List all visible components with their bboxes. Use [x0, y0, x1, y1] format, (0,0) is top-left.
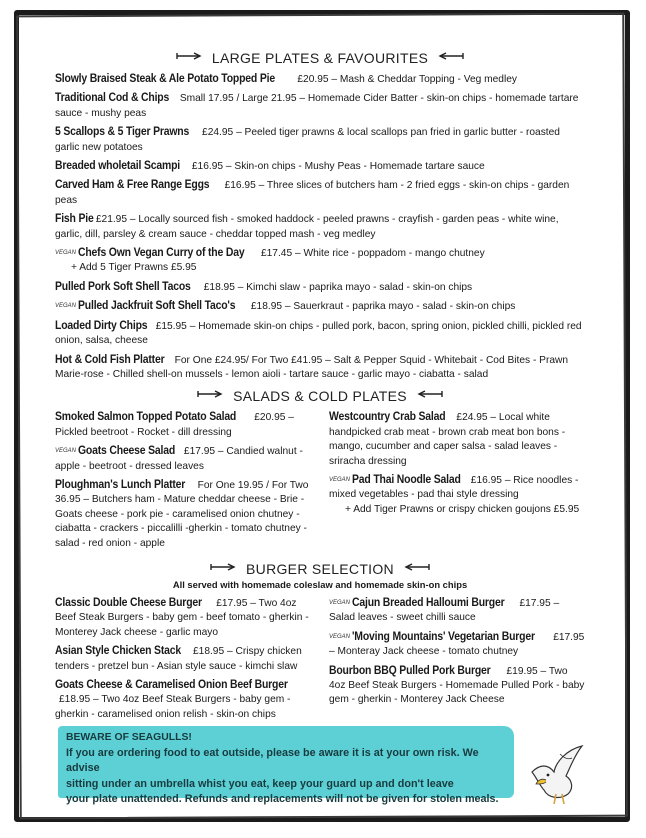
section-heading-large-plates: [55, 50, 585, 66]
menu-item: [55, 299, 585, 314]
burgers-right-column: [329, 596, 585, 726]
menu-item: [55, 212, 585, 242]
item-name: Cajun Breaded Halloumi Burger: [352, 595, 505, 609]
item-description: – Salad leaves - sweet chilli sauce: [329, 597, 560, 624]
item-price: £17.95: [553, 631, 585, 643]
menu-item: [329, 473, 585, 517]
menu-item: [55, 596, 311, 640]
large-plates-list: [55, 72, 585, 382]
menu-item: [55, 159, 585, 174]
item-price: £24.95: [456, 412, 488, 424]
item-description: – Monteray Jack cheese - tomato chutney: [329, 646, 519, 658]
item-description: – Crispy chicken tenders - pretzel bun - Asian style sauce - kimchi slaw: [55, 646, 302, 672]
item-price: For One £24.95/ For Two £41.95: [174, 354, 323, 366]
vegan-badge-icon: VEGAN: [329, 633, 351, 640]
arrow-ornament-right-icon: [438, 55, 464, 61]
salads-left-column: [55, 410, 311, 555]
item-price: £15.95: [155, 320, 187, 332]
item-price: £16.95: [470, 474, 502, 486]
item-name: Breaded wholetail Scampi: [55, 159, 181, 173]
item-name: Goats Cheese & Caramelised Onion Beef Burger: [55, 678, 288, 691]
menu-item: [55, 353, 585, 383]
item-name: Pulled Jackfruit Soft Shell Taco's: [78, 299, 236, 313]
menu-item: [55, 478, 311, 551]
menu-item: [329, 664, 585, 708]
item-name: Classic Double Cheese Burger: [55, 595, 202, 609]
seagull-icon: [526, 742, 586, 806]
menu-item: [55, 644, 311, 674]
item-name: Loaded Dirty Chips: [55, 318, 148, 332]
menu-item: [55, 444, 311, 474]
item-name: Traditional Cod & Chips: [55, 91, 170, 105]
item-price: For One 19.95 / For Two 36.95: [55, 479, 309, 506]
item-name: 5 Scallops & 5 Tiger Prawns: [55, 125, 190, 139]
item-name: Asian Style Chicken Stack: [55, 644, 181, 658]
item-description: – Butchers ham - Mature cheddar cheese - Brie - Goats cheese - pork pie - caramelised onion chutney - ciabatta - crackers - piccalilli -gherkin - tomato chutney - salad - red onion - apple: [55, 494, 307, 549]
item-price: £19.95: [506, 665, 538, 677]
item-description: – Two 4oz Beef Steak Burgers - Homemade Pulled Pork - baby gem - gherkin - Monterey Jack Cheese: [329, 665, 585, 706]
item-description: – Homemade skin-on chips - pulled pork, bacon, spring onion, pickled chilli, pickled red onion, salsa, cheese: [55, 320, 582, 347]
item-description: – White rice - poppadom - mango chutney: [294, 248, 485, 260]
section-heading-burgers: [55, 561, 585, 577]
item-price: £21.95: [95, 214, 128, 226]
item-description: – Sauerkraut - paprika mayo - salad - skin-on chips: [284, 301, 516, 313]
menu-content: [55, 50, 585, 726]
item-description: – Skin-on chips - Mushy Peas - Homemade tartare sauce: [225, 161, 485, 173]
item-price: £18.95: [192, 646, 225, 658]
item-description: – Mash & Cheddar Topping - Veg medley: [331, 74, 517, 85]
menu-item: [329, 596, 585, 626]
menu-item: [55, 678, 311, 722]
item-price: £18.95: [59, 694, 91, 706]
item-description: – Locally sourced fish - smoked haddock - peeled prawns - crayfish - garden peas - white wine, garlic, dill, parsley & cream sauce - cheddar topped mash - veg medley: [55, 214, 559, 240]
section-title: SALADS & COLD PLATES: [233, 388, 407, 405]
item-price: £17.95: [519, 597, 551, 609]
vegan-badge-icon: VEGAN: [329, 477, 351, 484]
item-name: Goats Cheese Salad: [78, 444, 176, 458]
item-price: £20.95: [297, 74, 329, 85]
burger-subheading: All served with homemade coleslaw and homemade skin-on chips: [172, 578, 468, 590]
item-price: £17.95: [183, 446, 216, 458]
item-price: Small 17.95 / Large 21.95: [179, 93, 297, 105]
item-description: – Local white handpicked crab meat - brown crab meat bon bons - mango, cucumber and caper salsa - salad leaves - sriracha dressing: [329, 412, 566, 467]
notice-line: If you are ordering food to eat outside, please be aware it is at your own risk. We advise: [66, 746, 479, 775]
section-heading-salads: [55, 388, 585, 404]
item-price: £16.95: [191, 161, 224, 173]
salads-columns: [55, 410, 585, 555]
vegan-badge-icon: VEGAN: [55, 303, 77, 310]
item-description: – Three slices of butchers ham - 2 fried eggs - skin-on chips - garden peas: [55, 180, 570, 206]
salads-right-column: [329, 410, 585, 555]
item-description: – Homemade Cider Batter - skin-on chips - homemade tartare sauce - mushy peas: [55, 93, 579, 119]
item-description: – Candied walnut - apple - beetroot - dressed leaves: [55, 446, 303, 472]
item-name: Hot & Cold Fish Platter: [55, 352, 165, 366]
item-price: £20.95: [254, 412, 286, 424]
item-description: – Salt & Pepper Squid - Whitebait - Cod Bites - Prawn Marie-rose - Chilled shell-on mussels - lemon aioli - tartare sauce - garlic mayo - ciabatta - salad: [55, 354, 569, 380]
item-price: £17.95: [216, 597, 248, 609]
notice-title: BEWARE OF SEAGULLS!: [66, 732, 192, 743]
item-description: – Kimchi slaw - paprika mayo - salad - skin-on chips: [237, 281, 473, 293]
menu-item: [55, 410, 311, 440]
menu-item: [55, 280, 585, 295]
arrow-ornament-left-icon: [197, 393, 223, 399]
menu-item: [329, 630, 585, 660]
notice-line: your plate unattended. Refunds and replacements will not be given for stolen meals.: [66, 793, 499, 806]
item-addon: + Add 5 Tiger Prawns £5.95: [71, 262, 197, 274]
vegan-badge-icon: VEGAN: [55, 250, 77, 257]
item-price: £18.95: [250, 301, 283, 313]
arrow-ornament-left-icon: [210, 566, 236, 572]
section-title: LARGE PLATES & FAVOURITES: [211, 50, 429, 66]
burgers-left-column: [55, 596, 311, 726]
arrow-ornament-right-icon: [404, 566, 430, 572]
item-name: Chefs Own Vegan Curry of the Day: [78, 246, 245, 260]
item-name: Pulled Pork Soft Shell Tacos: [55, 279, 191, 293]
arrow-ornament-left-icon: [176, 55, 202, 61]
item-price: £24.95: [202, 127, 234, 139]
item-name: Carved Ham & Free Range Eggs: [55, 178, 210, 192]
item-price: £17.45: [260, 248, 293, 260]
notice-line: sitting under an umbrella whist you eat, keep your guard up and don't leave: [66, 777, 454, 790]
item-price: £18.95: [203, 281, 235, 293]
menu-item: [55, 72, 585, 87]
item-name: Smoked Salmon Topped Potato Salad: [55, 410, 237, 424]
item-name: Fish Pie: [55, 212, 94, 226]
item-description: – Rice noodles - mixed vegetables - pad thai style dressing: [329, 474, 579, 501]
item-name: Slowly Braised Steak & Ale Potato Topped Pie: [55, 72, 275, 85]
section-title: BURGER SELECTION: [246, 560, 394, 577]
item-name: Pad Thai Noodle Salad: [352, 472, 461, 486]
menu-item: [55, 246, 585, 276]
vegan-badge-icon: VEGAN: [55, 448, 77, 455]
item-description: – Peeled tiger prawns & local scallops pan fried in garlic butter - roasted garlic new potatoes: [55, 127, 560, 153]
seagull-warning-notice: [58, 726, 514, 806]
item-description: – Two 4oz Beef Steak Burgers - baby gem - gherkin - caramelised onion relish - skin-on chips: [55, 694, 291, 720]
menu-item: [329, 410, 585, 469]
menu-item: [55, 125, 585, 155]
item-description: – Pickled beetroot - Rocket - dill dressing: [55, 412, 294, 438]
burgers-columns: [55, 596, 585, 726]
item-description: – Two 4oz Beef Steak Burgers - baby gem - beef tomato - gherkin - Monterey Jack cheese - garlic mayo: [55, 597, 309, 638]
item-name: Ploughman's Lunch Platter: [55, 477, 186, 491]
vegan-badge-icon: VEGAN: [329, 600, 351, 607]
menu-item: [55, 319, 585, 349]
item-name: Westcountry Crab Salad: [329, 410, 446, 424]
item-name: Bourbon BBQ Pulled Pork Burger: [329, 663, 491, 677]
arrow-ornament-right-icon: [417, 393, 443, 399]
menu-item: [55, 91, 585, 121]
menu-item: [55, 178, 585, 208]
item-price: £16.95: [224, 180, 256, 192]
item-name: 'Moving Mountains' Vegetarian Burger: [352, 629, 535, 643]
item-addon: + Add Tiger Prawns or crispy chicken goujons £5.95: [345, 503, 580, 515]
